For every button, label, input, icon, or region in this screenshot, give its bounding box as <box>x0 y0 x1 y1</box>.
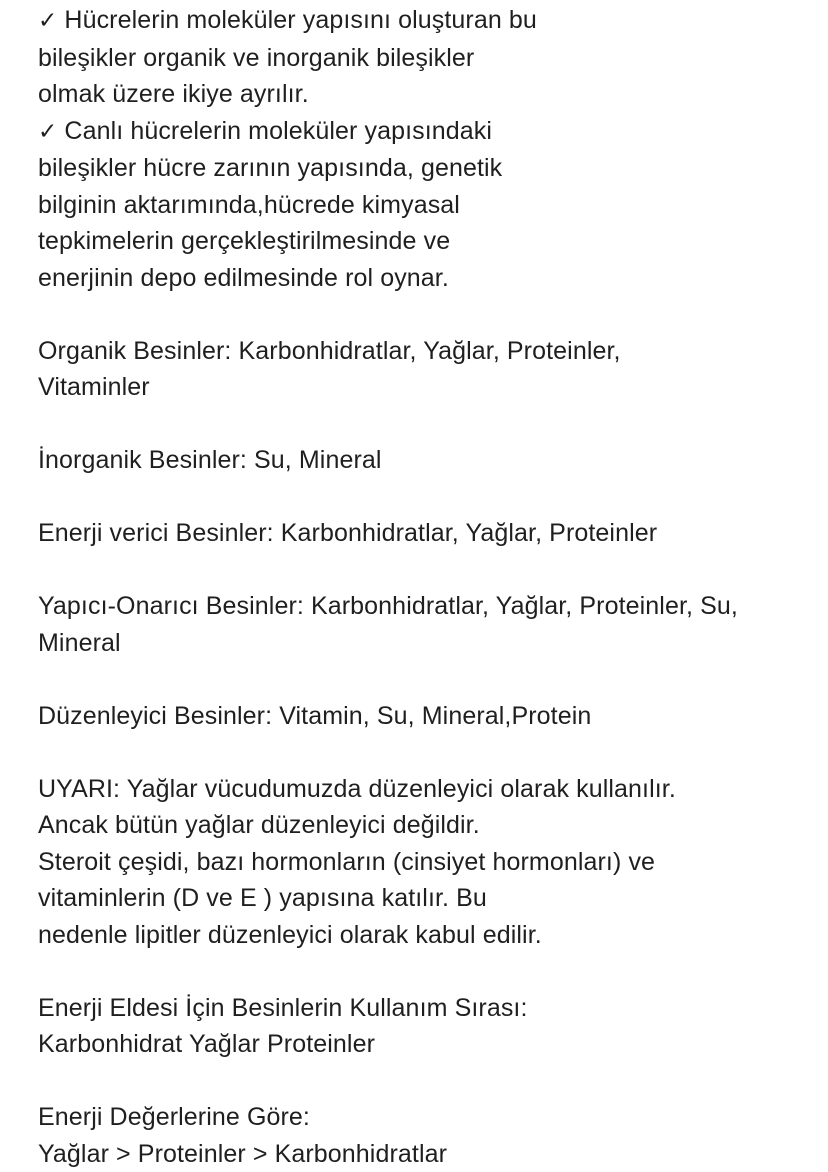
note-text <box>38 2 808 1172</box>
spacer <box>38 1063 808 1100</box>
inorganik-line: İnorganik Besinler: Su, Mineral <box>38 442 808 479</box>
spacer <box>38 552 808 589</box>
kullanim-sirasi-title: Enerji Eldesi İçin Besinlerin Kullanım Sırası: <box>38 990 808 1027</box>
bullet-2-line-5: enerjinin depo edilmesinde rol oynar. <box>38 260 808 297</box>
bullet-2-line-2: bileşikler hücre zarının yapısında, genetik <box>38 150 808 187</box>
uyari-line-3: Steroit çeşidi, bazı hormonların (cinsiyet hormonları) ve <box>38 844 808 881</box>
spacer <box>38 953 808 990</box>
kullanim-sirasi-order: Karbonhidrat Yağlar Proteinler <box>38 1026 808 1063</box>
duzenleyici-line: Düzenleyici Besinler: Vitamin, Su, Mineral,Protein <box>38 698 808 735</box>
spacer <box>38 661 808 698</box>
bullet-2-line-1 <box>38 113 808 151</box>
check-mark-icon: ✓ <box>38 8 57 34</box>
bullet-2-text: Canlı hücrelerin moleküler yapısındaki <box>57 117 492 145</box>
bullet-2-line-3: bilginin aktarımında,hücrede kimyasal <box>38 187 808 224</box>
organik-line-1: Organik Besinler: Karbonhidratlar, Yağlar, Proteinler, <box>38 333 808 370</box>
spacer <box>38 296 808 333</box>
bullet-1-line-1 <box>38 2 808 40</box>
bullet-2-line-4: tepkimelerin gerçekleştirilmesinde ve <box>38 223 808 260</box>
bullet-1-line-3: olmak üzere ikiye ayrılır. <box>38 76 808 113</box>
yapici-onarici-line-1: Yapıcı-Onarıcı Besinler: Karbonhidratlar, Yağlar, Proteinler, Su, <box>38 588 808 625</box>
enerji-verici-line: Enerji verici Besinler: Karbonhidratlar, Yağlar, Proteinler <box>38 515 808 552</box>
uyari-line-1: UYARI: Yağlar vücudumuzda düzenleyici olarak kullanılır. <box>38 771 808 808</box>
enerji-degerleri-order: Yağlar > Proteinler > Karbonhidratlar <box>38 1136 808 1172</box>
bullet-1-text: Hücrelerin moleküler yapısını oluşturan bu <box>57 6 537 34</box>
uyari-line-5: nedenle lipitler düzenleyici olarak kabul edilir. <box>38 917 808 954</box>
uyari-line-4: vitaminlerin (D ve E ) yapısına katılır. Bu <box>38 880 808 917</box>
spacer <box>38 406 808 443</box>
bullet-1-line-2: bileşikler organik ve inorganik bileşikler <box>38 40 808 77</box>
check-mark-icon: ✓ <box>38 119 57 145</box>
spacer <box>38 479 808 516</box>
uyari-line-2: Ancak bütün yağlar düzenleyici değildir. <box>38 807 808 844</box>
organik-line-2: Vitaminler <box>38 369 808 406</box>
enerji-degerleri-title: Enerji Değerlerine Göre: <box>38 1099 808 1136</box>
spacer <box>38 734 808 771</box>
yapici-onarici-line-2: Mineral <box>38 625 808 662</box>
